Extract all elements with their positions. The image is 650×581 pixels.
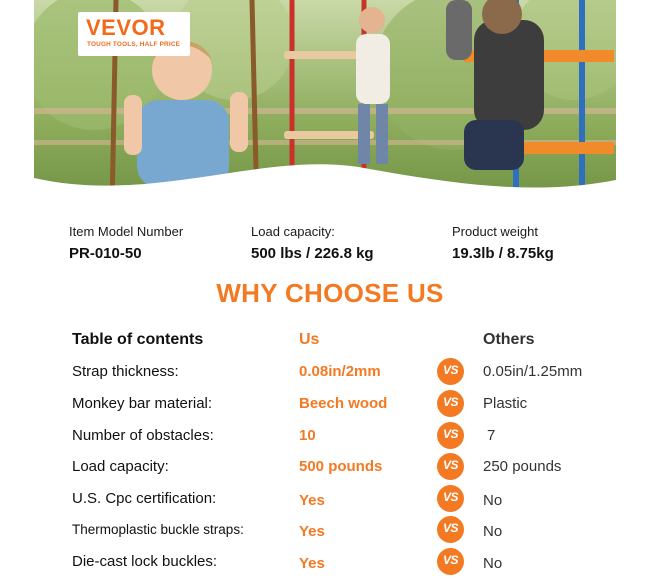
table-row	[0, 357, 650, 387]
logo-tagline: TOUGH TOOLS, HALF PRICE	[87, 41, 181, 48]
row-us-value: Beech wood	[299, 395, 388, 412]
vs-badge-icon	[437, 453, 464, 480]
row-others-value: No	[483, 555, 503, 572]
row-feature: Die-cast lock buckles:	[72, 553, 218, 570]
vs-label: VS	[442, 363, 458, 377]
row-others-value: 0.05in/1.25mm	[483, 363, 583, 380]
row-us-value: 10	[299, 427, 316, 444]
brand-logo	[78, 12, 190, 56]
spec-model-number	[69, 224, 183, 262]
row-us-value: Yes	[299, 523, 325, 540]
vs-label: VS	[442, 553, 458, 567]
table-row	[0, 389, 650, 419]
row-feature: U.S. Cpc certification:	[72, 490, 217, 507]
logo-wordmark: VEVOR	[86, 15, 166, 40]
row-others-value: No	[483, 492, 503, 509]
vs-badge-icon	[437, 516, 464, 543]
spec-load-capacity	[251, 224, 374, 262]
why-choose-us-heading: WHY CHOOSE US	[216, 278, 444, 308]
header-us: Us	[299, 331, 320, 348]
row-feature: Thermoplastic buckle straps:	[72, 522, 244, 537]
row-feature: Strap thickness:	[72, 363, 179, 380]
vs-label: VS	[442, 395, 458, 409]
row-feature: Number of obstacles:	[72, 427, 214, 444]
spec-product-weight	[452, 224, 554, 262]
row-us-value: Yes	[299, 492, 325, 509]
row-us-value: Yes	[299, 555, 325, 572]
table-row	[0, 547, 650, 577]
vs-label: VS	[442, 521, 458, 535]
vs-badge-icon	[437, 422, 464, 449]
vs-label: VS	[442, 458, 458, 472]
spec-label: Product weight	[452, 224, 538, 239]
table-row	[0, 484, 650, 514]
vs-badge-icon	[437, 358, 464, 385]
header-feature: Table of contents	[72, 331, 204, 348]
row-others-value: 250 pounds	[483, 458, 562, 475]
row-feature: Load capacity:	[72, 458, 169, 475]
row-others-value: Plastic	[483, 395, 528, 412]
row-feature: Monkey bar material:	[72, 395, 213, 412]
vs-badge-icon	[437, 485, 464, 512]
vs-label: VS	[442, 427, 458, 441]
table-row	[0, 421, 650, 451]
spec-value: 19.3lb / 8.75kg	[452, 245, 554, 262]
vs-badge-icon	[437, 548, 464, 575]
row-others-value: No	[483, 523, 503, 540]
hero-photo	[34, 0, 616, 214]
header-others: Others	[483, 331, 535, 348]
table-row	[0, 515, 650, 545]
row-others-value: 7	[487, 427, 496, 444]
row-us-value: 500 pounds	[299, 458, 383, 475]
vs-badge-icon	[437, 390, 464, 417]
spec-label: Load capacity:	[251, 224, 335, 239]
spec-label: Item Model Number	[69, 224, 184, 239]
spec-value: 500 lbs / 226.8 kg	[251, 245, 374, 262]
spec-value: PR-010-50	[69, 245, 142, 262]
table-row	[0, 452, 650, 482]
vs-label: VS	[442, 490, 458, 504]
row-us-value: 0.08in/2mm	[299, 363, 381, 380]
